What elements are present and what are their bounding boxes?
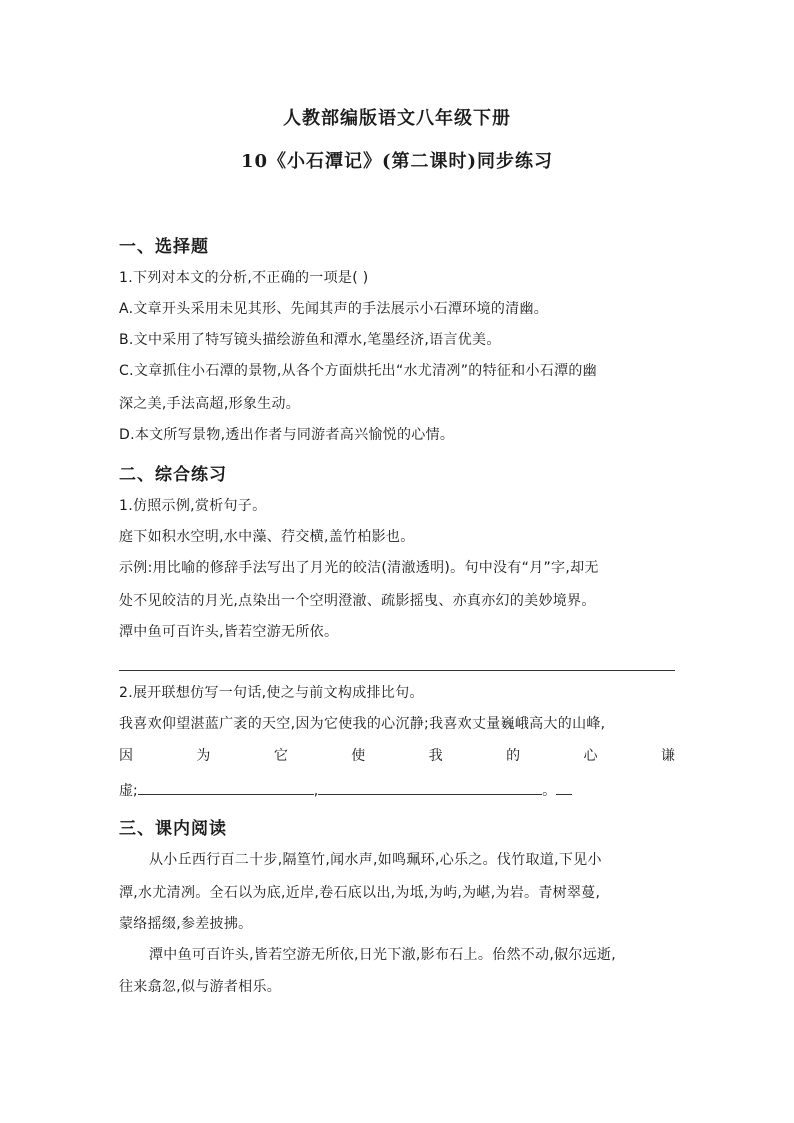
option-c-line1: C.文章抓住小石潭的景物,从各个方面烘托出“水尤清冽”的特征和小石潭的幽	[119, 363, 597, 379]
fill-blank-2[interactable]	[318, 778, 542, 795]
section-heading-reading: 三、课内阅读	[119, 819, 227, 839]
reading-para1-line2: 潭,水尤清冽。全石以为底,近岸,卷石底以出,为坻,为屿,为嵁,为岩。青树翠蔓,	[119, 885, 601, 901]
option-b: B.文中采用了特写镜头描绘游鱼和潭水,笔墨经济,语言优美。	[119, 332, 501, 348]
practice-q1-target: 潭中鱼可百许头,皆若空游无所依。	[119, 624, 339, 640]
spread-char: 因	[119, 748, 133, 764]
reading-para1-line1: 从小丘西行百二十步,隔篁竹,闻水声,如鸣珮环,心乐之。伐竹取道,下见小	[149, 852, 602, 868]
spread-char: 为	[196, 748, 211, 764]
option-a: A.文章开头采用未见其形、先闻其声的手法展示小石潭环境的清幽。	[119, 301, 549, 317]
option-d: D.本文所写景物,透出作者与同游者高兴愉悦的心情。	[119, 427, 455, 443]
practice-q1-sentence: 庭下如积水空明,水中藻、荇交横,盖竹柏影也。	[119, 529, 415, 545]
section-heading-practice: 二、综合练习	[119, 465, 227, 485]
prompt-end-text: 虚;	[119, 783, 138, 799]
reading-para2-line2: 往来翕忽,似与游者相乐。	[119, 979, 282, 995]
document-title: 人教部编版语文八年级下册	[283, 108, 511, 129]
period-text: 。	[542, 783, 557, 799]
fill-blank-3[interactable]	[556, 778, 572, 795]
spread-char: 的	[506, 748, 521, 764]
practice-q1-example-line2: 处不见皎洁的月光,点染出一个空明澄澈、疏影摇曳、亦真亦幻的美妙境界。	[119, 593, 596, 609]
document-subtitle: 10《小石潭记》(第二课时)同步练习	[240, 151, 554, 172]
spread-char: 我	[428, 748, 443, 764]
practice-q1: 1.仿照示例,赏析句子。	[119, 498, 267, 514]
option-c-line2: 深之美,手法高超,形象生动。	[119, 396, 301, 412]
spread-char: 使	[351, 748, 366, 764]
question-1: 1.下列对本文的分析,不正确的一项是( )	[119, 270, 369, 286]
practice-q1-example-line1: 示例:用比喻的修辞手法写出了月光的皎洁(清澈透明)。句中没有“月”字,却无	[119, 560, 599, 576]
spread-char: 谦	[660, 748, 675, 764]
section-heading-choice: 一、选择题	[119, 237, 209, 257]
practice-q2-prompt-line1: 我喜欢仰望湛蓝广袤的天空,因为它使我的心沉静;我喜欢丈量巍峨高大的山峰,	[119, 716, 606, 732]
practice-q2-prompt-spread	[119, 746, 675, 766]
answer-line[interactable]	[119, 670, 675, 671]
comma-text: ,	[313, 783, 319, 799]
spread-char: 心	[583, 748, 598, 764]
practice-q2-fill-row	[119, 778, 572, 801]
spread-char: 它	[273, 748, 288, 764]
fill-blank-1[interactable]	[138, 778, 314, 795]
reading-para1-line3: 蒙络摇缀,参差披拂。	[119, 916, 253, 932]
reading-para2-line1: 潭中鱼可百许头,皆若空游无所依,日光下澈,影布石上。佁然不动,俶尔远逝,	[149, 947, 617, 963]
practice-q2: 2.展开联想仿写一句话,使之与前文构成排比句。	[119, 685, 424, 701]
